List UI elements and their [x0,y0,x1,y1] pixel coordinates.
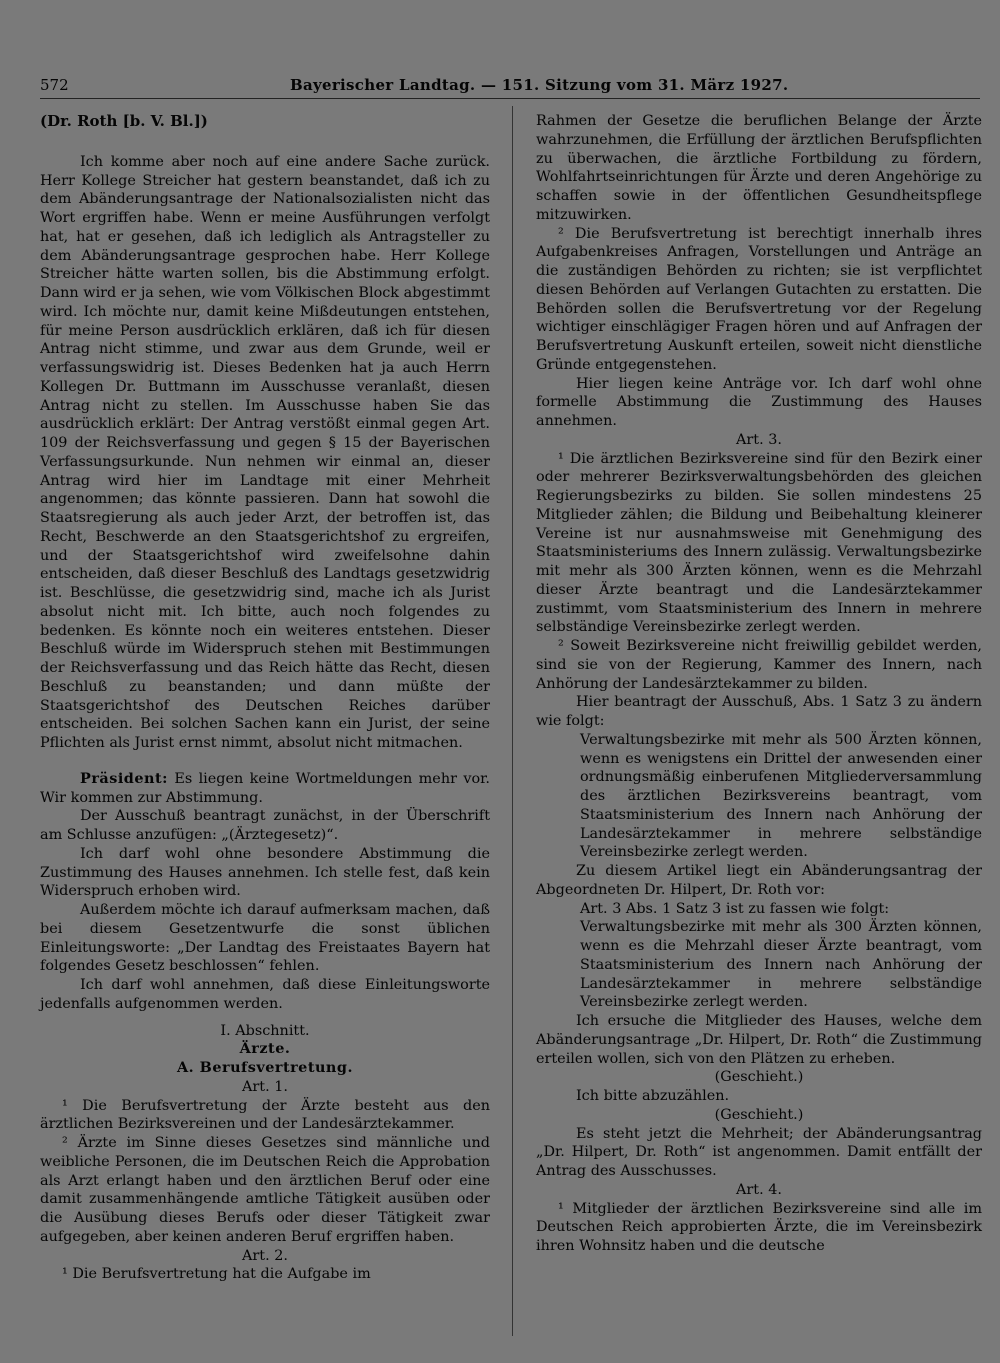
paragraph: ¹ Mitglieder der ärztlichen Bezirksvereine sind alle im Deutschen Reich approbierten Ärzte, die im Vereinsbezirk ihren Wohnsitz haben und die deutsche [536,1200,982,1254]
paragraph: ² Die Berufsvertretung ist berechtigt innerhalb ihres Aufgabenkreises Anfragen, Vorstellungen und Anträge an die zuständigen Behörden zu richten; sie ist verpflichtet diesen Behörden auf Verlangen Gutachten zu erstatten. Die Behörden sollen die Berufsvertretung vor der Regelung wichtiger einschlägiger Fragen hören und auf Anfragen der Berufsvertretung Auskunft erteilen, soweit nicht dienstliche Gründe entgegenstehen. [536,225,982,373]
paragraph: Ich bitte abzuzählen. [576,1088,730,1104]
right-column [536,112,982,1256]
president-label: Präsident: [80,769,168,787]
section-heading: Ärzte. [239,1040,291,1058]
quoted-text: Verwaltungsbezirke mit mehr als 300 Ärzten können, wenn es die Mehrzahl dieser Ärzte beantragt, vom Staatsministerium des Innern nach Anhörung der Landesärztekammer in mehrere selbständige Vereinsbezirke zerlegt werden. [580,919,982,1011]
stage-direction: (Geschieht.) [714,1069,804,1086]
paragraph: Hier beantragt der Ausschuß, Abs. 1 Satz 3 zu ändern wie folgt: [536,694,982,729]
page-number: 572 [40,76,69,94]
quoted-text: Art. 3 Abs. 1 Satz 3 ist zu fassen wie folgt: [580,900,890,917]
paragraph: ¹ Die Berufsvertretung hat die Aufgabe im [62,1266,371,1283]
president-paragraph [40,770,490,808]
running-title: Bayerischer Landtag. — 151. Sitzung vom 31. März 1927. [290,76,789,94]
paragraph: ¹ Die Berufsvertretung der Ärzte besteht aus den ärztlichen Bezirksvereinen und der Landesärztekammer. [40,1097,490,1133]
article-heading: Art. 3. [736,431,782,448]
section-heading: I. Abschnitt. [220,1022,310,1039]
paragraph: Rahmen der Gesetze die beruflichen Belange der Ärzte wahrzunehmen, die Erfüllung der ärztlichen Berufspflichten zu überwachen, die ärztliche Fortbildung zu fördern, Wohlfahrtseinrichtungen für Ärzte und deren Angehörige zu schaffen sowie in der öffentlichen Gesundheitspflege mitzuwirken. [536,113,982,223]
paragraph: Ich darf wohl annehmen, daß diese Einleitungsworte jedenfalls aufgenommen werden. [40,977,490,1012]
article-heading: Art. 1. [242,1078,288,1095]
header-rule [40,98,980,99]
paragraph: Außerdem möchte ich darauf aufmerksam machen, daß bei diesem Gesetzentwurfe die sonst üblichen Einleitungsworte: „Der Landtag des Freistaates Bayern hat folgendes Gesetz beschlossen“ fehlen. [40,902,490,975]
paragraph: Es steht jetzt die Mehrheit; der Abänderungsantrag „Dr. Hilpert, Dr. Roth“ ist angenommen. Damit entfällt der Antrag des Ausschusses. [536,1125,982,1179]
paragraph-text: Es liegen keine Wortmeldungen mehr vor. Wir kommen zur Abstimmung. [40,770,490,806]
paragraph: Ich komme aber noch auf eine andere Sache zurück. Herr Kollege Streicher hat gestern beanstandet, daß ich zu dem Abänderungsantrage der Nationalsozialisten nicht das Wort ergriffen habe. Wenn er meine Ausführungen verfolgt hat, hat er gesehen, daß ich lediglich als Antragsteller zu dem Abänderungsantrage gesprochen habe. Herr Kollege Streicher hätte warten sollen, bis die Abstimmung erfolgt. Dann wird er ja sehen, wie vom Völkischen Block abgestimmt wird. Ich möchte nur, damit keine Mißdeutungen entstehen, für meine Person ausdrücklich erklären, daß ich für diesen Antrag nicht stimme, und zwar aus dem Grunde, weil er verfassungswidrig ist. Dieses Bedenken hat ja auch Herrn Kollegen Dr. Buttmann im Ausschusse veranlaßt, diesen Antrag nicht zu stellen. Im Ausschusse haben Sie das ausdrücklich erklärt: Der Antrag verstößt einmal gegen Art. 109 der Reichsverfassung und gegen § 15 der Bayerischen Verfassungsurkunde. Nun nehmen wir einmal an, dieser Antrag wird hier im Landtage mit einer Mehrheit angenommen; das könnte passieren. Dann hat sowohl die Staatsregierung als auch jeder Arzt, der betroffen ist, das Recht, Beschwerde an den Staatsgerichtshof zu ergreifen, und der Staatsgerichtshof wird zweifelsohne dahin entscheiden, daß dieser Beschluß des Landtags gesetzwidrig ist. Beschlüsse, die gesetzwidrig sind, mache ich als Jurist absolut nicht mit. Ich bitte, auch noch folgendes zu bedenken. Es könnte noch ein weiteres entstehen. Dieser Beschluß würde im Widerspruch stehen mit Bestimmungen der Reichsverfassung und das Reich hätte das Recht, diesen Beschluß zu beanstanden; und dann müßte der Staatsgerichtshof des Deutschen Reiches darüber entscheiden. Bei solchen Sachen kann ein Jurist, der seine Pflichten als Jurist ernst nimmt, absolut nicht mitmachen. [40,153,490,751]
article-heading: Art. 4. [736,1181,782,1198]
paragraph: Zu diesem Artikel liegt ein Abänderungsantrag der Abgeordneten Dr. Hilpert, Dr. Roth vor: [536,863,982,898]
paragraph: Ich darf wohl ohne besondere Abstimmung die Zustimmung des Hauses annehmen. Ich stelle fest, daß kein Widerspruch erhoben wird. [40,845,490,900]
article-heading: Art. 2. [242,1247,288,1264]
speaker-label: (Dr. Roth [b. V. Bl.]) [40,112,208,130]
quoted-text: Verwaltungsbezirke mit mehr als 500 Ärzten können, wenn es wenigstens ein Drittel der anwesenden einer ordnungsmäßig einberufenen Mitgliederversammlung des ärztlichen Bezirksvereins beantragt, vom Staatsministerium des Innern nach Anhörung der Landesärztekammer in mehrere selbständige Vereinsbezirke zerlegt werden. [580,731,982,861]
paragraph: Ich ersuche die Mitglieder des Hauses, welche dem Abänderungsantrage „Dr. Hilpert, Dr. Roth“ die Zustimmung erteilen wollen, sich von den Plätzen zu erheben. [536,1013,982,1067]
paragraph: ¹ Die ärztlichen Bezirksvereine sind für den Bezirk einer oder mehrerer Bezirksverwaltungsbehörden des gleichen Regierungsbezirks zu bilden. Sie sollen mindestens 25 Mitglieder zählen; die Bildung und Beibehaltung kleinerer Vereine ist nur ausnahmsweise mit Genehmigung des Staatsministeriums des Innern zulässig. Verwaltungsbezirke mit mehr als 300 Ärzten können, wenn es die Mehrzahl dieser Ärzte beantragt und die Landesärztekammer zustimmt, vom Staatsministerium des Innern in mehrere selbständige Vereinsbezirke zerlegt werden. [536,450,982,636]
stage-direction: (Geschieht.) [714,1106,804,1123]
paragraph: Hier liegen keine Anträge vor. Ich darf wohl ohne formelle Abstimmung die Zustimmung des Hauses annehmen. [536,375,982,429]
paragraph: ² Soweit Bezirksvereine nicht freiwillig gebildet werden, sind sie von der Regierung, Kammer des Innern, nach Anhörung der Landesärztekammer zu bilden. [536,638,982,692]
left-column [40,112,490,1284]
paragraph: ² Ärzte im Sinne dieses Gesetzes sind männliche und weibliche Personen, die im Deutschen Reich die Approbation als Arzt erlangt haben und den ärztlichen Beruf oder eine damit zusammenhängende amtliche Tätigkeit ausüben oder die Ausübung dieses Berufs oder dieser Tätigkeit zwar aufgegeben, aber keinen anderen Beruf ergriffen haben. [40,1135,490,1245]
section-heading: A. Berufsvertretung. [177,1059,353,1076]
paragraph: Der Ausschuß beantragt zunächst, in der Überschrift am Schlusse anzufügen: „(Ärztegesetz)“. [40,808,490,843]
column-divider [512,106,513,1336]
page-header [40,75,975,99]
